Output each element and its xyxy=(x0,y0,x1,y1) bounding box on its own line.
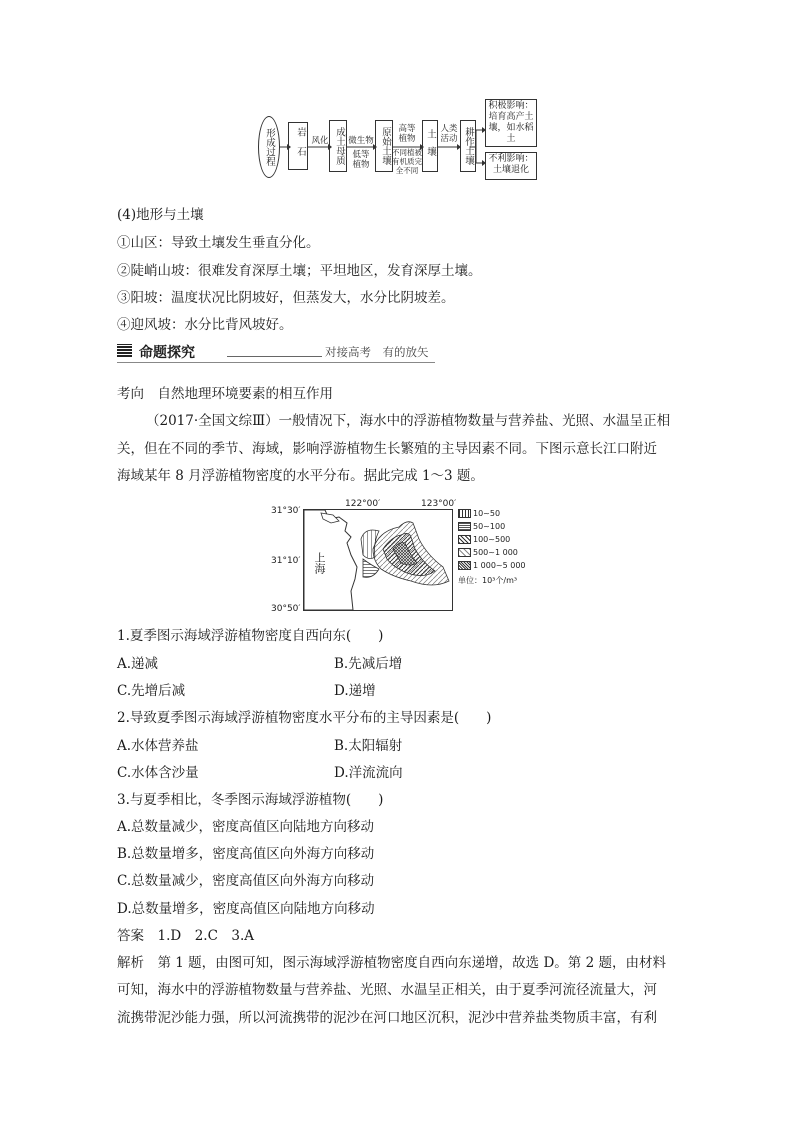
parent-material-box: 成土母质 xyxy=(329,120,347,172)
question-3-option-a: A.总数量减少，密度高值区向陆地方向移动 xyxy=(117,819,375,835)
question-3-option-b: B.总数量增多，密度高值区向外海方向移动 xyxy=(117,846,375,862)
place-label: 上海 xyxy=(313,552,326,574)
question-3-stem: 3.与夏季相比，冬季图示海域浮游植物( ) xyxy=(117,792,384,808)
section4-heading: (4)地形与土壤 xyxy=(117,207,204,223)
question-1-option-d: D.递增 xyxy=(334,683,376,699)
legend-label-4: 500~1 000 xyxy=(473,548,518,557)
lon-label-1: 122°00′ xyxy=(345,499,381,509)
lat-label-3: 30°50′ xyxy=(271,604,301,614)
question-3-option-d: D.总数量增多，密度高值区向陆地方向移动 xyxy=(117,901,375,917)
lat-label-1: 31°30′ xyxy=(271,506,301,516)
answer-line: 答案 1.D 2.C 3.A xyxy=(117,928,255,944)
question-2-stem: 2.导致夏季图示海域浮游植物密度水平分布的主导因素是( ) xyxy=(117,710,492,726)
microbe-label: 微生物 xyxy=(348,136,374,146)
question-3-option-c: C.总数量减少，密度高值区向外海方向移动 xyxy=(117,873,375,889)
negative-effect-box: 不利影响：土壤退化 xyxy=(485,152,537,180)
section4-item-2: ②陡峭山坡：很难发育深厚土壤；平坦地区，发育深厚土壤。 xyxy=(117,263,482,279)
intro-line-1: （2017·全国文综Ⅲ）一般情况下，海水中的浮游植物数量与营养盐、光照、水温呈正相 xyxy=(146,413,671,429)
question-2-option-c: C.水体含沙量 xyxy=(117,765,199,781)
lat-label-2: 31°10′ xyxy=(271,556,301,566)
section-banner xyxy=(117,342,435,364)
higher-plant-label: 高等植物 xyxy=(398,124,416,144)
legend-label-1: 10~50 xyxy=(473,509,501,518)
intro-line-3: 海域某年 8 月浮游植物密度的水平分布。据此完成 1～3 题。 xyxy=(117,468,484,484)
low-plant-label: 低等植物 xyxy=(352,150,370,170)
legend-label-5: 1 000~5 000 xyxy=(473,561,526,570)
raw-soil-box: 原始土壤 xyxy=(375,120,393,172)
question-2-option-a: A.水体营养盐 xyxy=(117,738,199,754)
analysis-line-1: 解析 第 1 题，由图可知，图示海域浮游植物密度自西向东递增，故选 D。第 2 题，由材料 xyxy=(117,955,666,971)
analysis-line-2: 可知，海水中的浮游植物数量与营养盐、光照、水温呈正相关，由于夏季河流径流量大，河 xyxy=(117,982,657,998)
analysis-line-3: 流携带泥沙能力强，所以河流携带的泥沙在河口地区沉积，泥沙中营养盐类物质丰富，有利 xyxy=(117,1010,657,1026)
soil-box: 土壤 xyxy=(422,120,438,172)
question-2-option-b: B.太阳辐射 xyxy=(334,738,403,754)
banner-icon xyxy=(117,344,132,357)
positive-effect-box: 积极影响：培育高产土壤，如水稻土 xyxy=(485,99,537,147)
legend-item-3 xyxy=(458,535,510,544)
legend-item-5 xyxy=(458,561,526,570)
question-2-option-d: D.洋流流向 xyxy=(334,765,403,781)
legend-item-2 xyxy=(458,522,505,531)
human-activity-label: 人类活动 xyxy=(440,124,458,144)
section4-item-4: ④迎风坡：水分比背风坡好。 xyxy=(117,317,293,333)
legend-unit: 单位：10³个/m³ xyxy=(458,576,518,585)
weathering-label: 风化 xyxy=(311,136,329,146)
section4-item-1: ①山区：导致土壤发生垂直分化。 xyxy=(117,235,320,251)
banner-subtitle: 对接高考 有的放矢 xyxy=(325,345,429,359)
legend-label-3: 100~500 xyxy=(473,535,511,544)
vegetation-label: 不同植被有机质完全不同 xyxy=(392,148,422,175)
question-1-option-c: C.先增后减 xyxy=(117,683,186,699)
banner-underline xyxy=(117,362,435,363)
legend-item-4 xyxy=(458,548,518,557)
banner-divider xyxy=(227,356,322,357)
question-1-option-b: B.先减后增 xyxy=(334,656,403,672)
question-1-stem: 1.夏季图示海域浮游植物密度自西向东( ) xyxy=(117,628,384,644)
legend-item-1 xyxy=(458,509,500,518)
question-1-option-a: A.递减 xyxy=(117,656,159,672)
lon-label-2: 123°00′ xyxy=(421,499,457,509)
start-label: 形成过程 xyxy=(264,128,275,166)
legend-label-2: 50~100 xyxy=(473,522,506,531)
rock-box: 岩石 xyxy=(288,122,308,170)
banner-title: 命题探究 xyxy=(139,345,195,361)
intro-line-2: 关，但在不同的季节、海域，影响浮游植物生长繁殖的主导因素不同。下图示意长江口附近 xyxy=(117,441,657,457)
section4-item-3: ③阳坡：温度状况比阴坡好，但蒸发大，水分比阴坡差。 xyxy=(117,290,455,306)
cultivated-soil-box: 耕作土壤 xyxy=(460,120,476,172)
kaoxiang-heading: 考向 自然地理环境要素的相互作用 xyxy=(117,386,333,402)
